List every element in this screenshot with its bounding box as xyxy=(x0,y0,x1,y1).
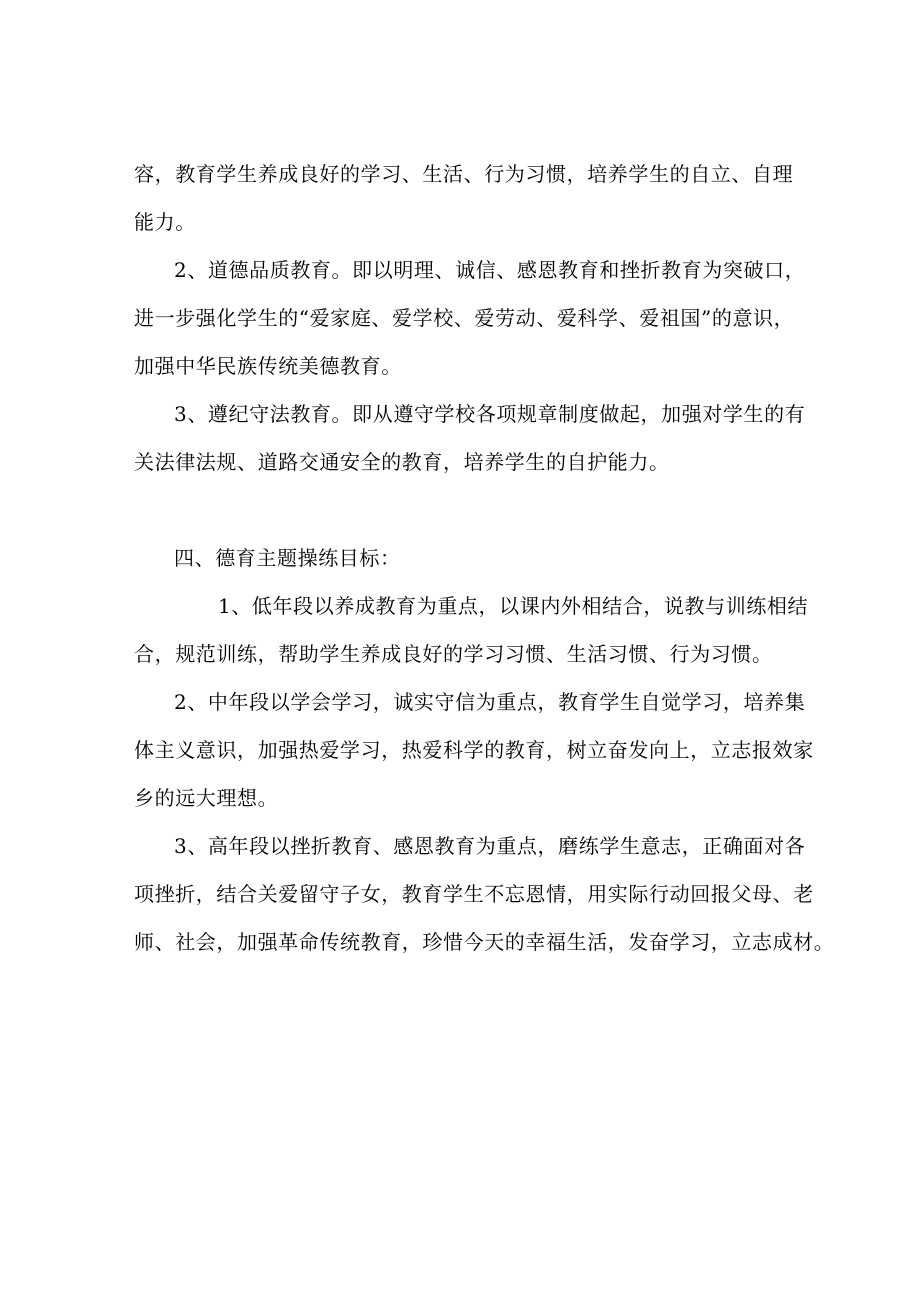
text-line: 进一步强化学生的“爱家庭、爱学校、爱劳动、爱科学、爱祖国”的意识， xyxy=(134,306,795,330)
text-line: 关法律法规、道路交通安全的教育，培养学生的自护能力。 xyxy=(134,450,670,474)
text-line: 体主义意识，加强热爱学习，热爱科学的教育，树立奋发向上，立志报效家 xyxy=(134,738,814,762)
text-line: 3、遵纪守法教育。即从遵守学校各项规章制度做起，加强对学生的有 xyxy=(174,402,806,426)
text-line: 能力。 xyxy=(134,210,196,234)
text-line: 1、低年段以养成教育为重点，以课内外相结合，说教与训练相结 xyxy=(218,594,809,618)
text-line: 容，教育学生养成良好的学习、生活、行为习惯，培养学生的自立、自理 xyxy=(134,162,794,186)
section-heading: 四、德育主题操练目标： xyxy=(174,546,401,570)
text-line: 2、道德品质教育。即以明理、诚信、感恩教育和挫折教育为突破口， xyxy=(174,258,806,282)
text-line: 乡的远大理想。 xyxy=(134,786,279,810)
text-line: 3、高年段以挫折教育、感恩教育为重点，磨练学生意志，正确面对各 xyxy=(174,834,806,858)
text-line: 项挫折，结合关爱留守子女，教育学生不忘恩情，用实际行动回报父母、老 xyxy=(134,882,814,906)
text-line: 师、社会，加强革命传统教育，珍惜今天的幸福生活，发奋学习，立志成材。 xyxy=(134,930,835,954)
text-line: 加强中华民族传统美德教育。 xyxy=(134,354,402,378)
text-line: 合，规范训练，帮助学生养成良好的学习习惯、生活习惯、行为习惯。 xyxy=(134,642,773,666)
text-line: 2、中年段以学会学习，诚实守信为重点，教育学生自觉学习，培养集 xyxy=(174,690,806,714)
